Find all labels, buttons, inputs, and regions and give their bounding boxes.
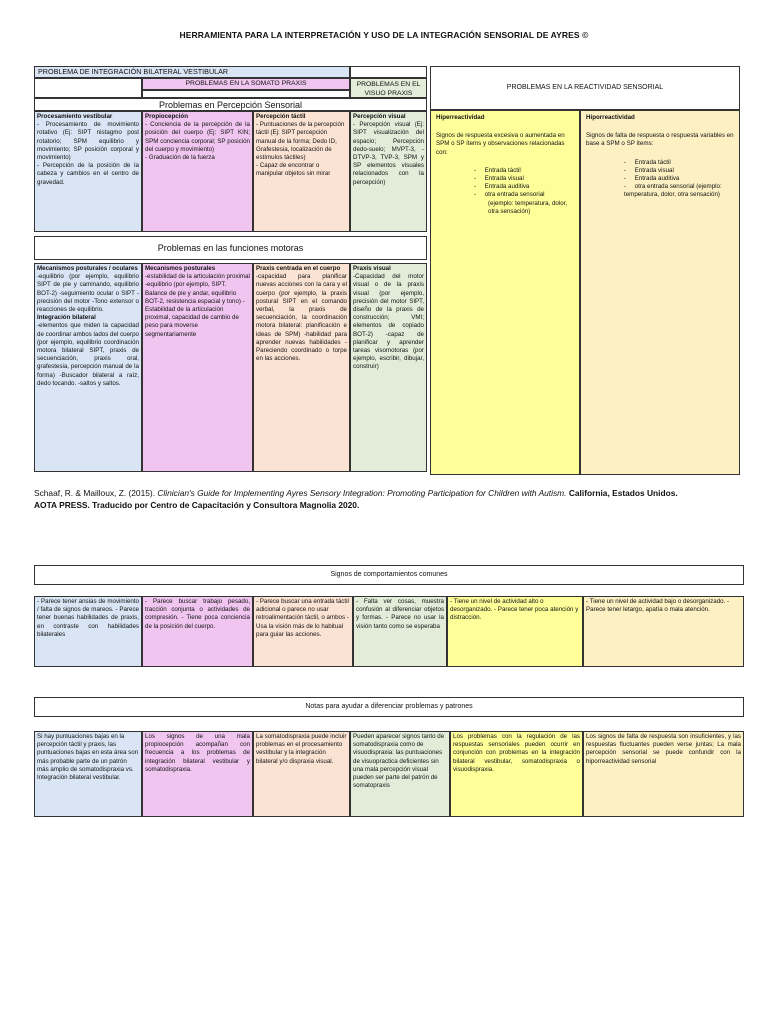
propiocepcion-text-2: - Graduación de la fuerza xyxy=(145,154,215,162)
visual-text-1: - Percepción visual (Ej: SIPT visualización del espacio; Percepción dedo-suelo; MVPT-3, -DTVP-3, TVP-3, SPM y SP elementos visuales relacionados con la percepción) xyxy=(353,121,424,186)
section-motoras xyxy=(34,236,427,260)
header-blank-left xyxy=(34,78,142,98)
hipo-item-1: - Entrada táctil xyxy=(624,158,671,166)
praxis-cuerpo-text: -capacidad para planificar nuevas acciones con la cara y el cuerpo (por ejemplo, la praxis postural SIPT en el comando verbal, la praxis de secuenciación, la coordinación motora bilateral: planificación e ideas de SPM) -habilidad para aprender nuevas habilidades -Pareciendo coordinado o torpe en las acciones. xyxy=(256,273,347,363)
tactil-text-1: - Puntuaciones de la percepción táctil (Ej: SIPT percepción manual de la forma; Dedo ID, Grafestesia, localización de estímulos táctiles) xyxy=(256,121,345,162)
hipo-item-4: - otra entrada sensorial (ejemplo: temperatura, dolor, otra sensación) xyxy=(624,183,722,199)
propiocepcion-text-1: - Conciencia de la percepción de la posición del cuerpo (Ej: SIPT KIN; SPM conciencia corporal; SP posición del cuerpo y movimiento) xyxy=(145,121,250,153)
header-reactividad-label: PROBLEMAS EN LA REACTIVIDAD SENSORIAL xyxy=(506,84,664,91)
section-percepcion-label: Problemas en Percepción Sensorial xyxy=(158,100,303,110)
header-bilateral xyxy=(34,66,350,78)
cell-mecanismos-posturales xyxy=(142,263,253,472)
header-somato-under xyxy=(142,90,350,98)
notas-title: Notas para ayudar a diferenciar problemas y patrones xyxy=(305,703,473,710)
hipo-title: Hiporreactividad xyxy=(586,114,635,121)
citation-authors: Schaaf, R. & Mailloux, Z. (2015). xyxy=(34,488,156,498)
header-visuo xyxy=(350,78,427,98)
header-visuo-label: PROBLEMAS EN EL VISUO PRAXIS xyxy=(356,81,421,97)
cell-propiocepcion xyxy=(142,111,253,232)
cell-mecanismos-oculares xyxy=(34,263,142,472)
hiper-intro: Signos de respuesta excesiva o aumentada en SPM o SP ítems y observaciones relacionadas con: xyxy=(436,132,565,156)
hipo-item-3: - Entrada auditiva xyxy=(624,175,680,183)
tactil-text-2: - Capaz de encontrar o manipular objetos sin mirar xyxy=(256,162,331,178)
signos-text-4: - Falta ver cosas, muestra confusión al diferenciar objetos y formas. - Parece no usar la visión tanto como se esperaba xyxy=(356,598,444,630)
integracion-bilateral-text: -elementos que miden la capacidad de coordinar ambos lados del cuerpo (por ejemplo, equilibrio coordinación motora bilateral SIPT, praxis de secuenciación, praxis oral, grafestesia, percepción manual de la forma) -Buscador bilateral a raíz, dedo tocando. -saltos y saltos. xyxy=(37,322,139,387)
notas-cell-1 xyxy=(34,731,142,817)
notas-cell-5 xyxy=(450,731,583,817)
section-percepcion xyxy=(34,98,427,111)
section-motoras-label: Problemas en las funciones motoras xyxy=(157,243,304,253)
notas-cell-4 xyxy=(350,731,450,817)
hiper-extra: (ejemplo: temperatura, dolor, otra sensación) xyxy=(488,199,568,215)
citation-line2: AOTA PRESS. Traducido por Centro de Capacitación y Consultora Magnolia 2020. xyxy=(34,500,360,510)
notas-text-2: Los signos de una mala propiocepción acompañan con frecuencia a los problemas de integración bilateral vestibular y somatodispraxia. xyxy=(145,733,250,773)
notas-text-1: Si hay puntuaciones bajas en la percepción táctil y praxis, las puntuaciones bajas en esta área son más probable parte de un patrón más amplio de somatodispraxia vs. Integración bilateral vestibular. xyxy=(37,733,139,782)
header-somato-label: PROBLEMAS EN LA SOMATO PRAXIS xyxy=(185,80,307,87)
hiper-item-3: - Entrada auditiva xyxy=(474,183,530,191)
signos-cell-5 xyxy=(447,596,583,667)
notas-title-box xyxy=(34,697,744,717)
hiper-item-2: - Entrada visual xyxy=(474,175,524,183)
notas-text-3: La somatodispraxia puede incluir problemas en el procesamiento vestibular y la integración bilateral y/o dispraxia visual. xyxy=(256,733,347,765)
hiper-item-4-label: otra entrada sensorial xyxy=(484,191,545,199)
praxis-visual-title: Praxis visual xyxy=(353,265,391,272)
hiper-item-2-label: Entrada visual xyxy=(484,175,524,183)
visual-title: Percepción visual xyxy=(353,113,406,120)
hipo-intro: Signos de falta de respuesta o respuesta variables en base a SPM o SP ítems: xyxy=(586,132,734,148)
header-somato xyxy=(142,78,350,90)
cell-praxis-cuerpo xyxy=(253,263,350,472)
cell-visual xyxy=(350,111,427,232)
vestibular-text-1: - Procesamiento de movimiento rotativo (Ej: SIPT nistagmo post rotatorio; SPM equilibrio y movimiento; SP posición corporal y movimiento) xyxy=(37,121,139,162)
praxis-visual-text: -Capacidad del motor visual o de la praxis visual (por ejemplo, precisión del motor SIPT, diseño de la praxis de construcción; VMI; elementos de copiado BOT-2) -capaz de planificar y aprender tareas visomotoras (por ejemplo, escribir, dibujar, construir) xyxy=(353,273,424,371)
oculares-title: Mecanismos posturales / oculares xyxy=(37,265,138,272)
notas-cell-3 xyxy=(253,731,350,817)
notas-text-6: Los signos de falta de respuesta son insuficientes, y las respuestas fluctuantes pueden verse juntas; La mala percepción sensorial se puede confundir con la hiporreactividad sensorial xyxy=(586,733,741,765)
hipo-item-4-label: otra entrada sensorial (ejemplo: temperatura, dolor, otra sensación) xyxy=(624,183,722,199)
signos-text-2: - Parece buscar trabajo pesado, tracción conjunta o actividades de compresión. - Tiene poca conciencia de la posición del cuerpo. xyxy=(145,598,250,630)
cell-tactil xyxy=(253,111,350,232)
citation-book: Clinician's Guide for Implementing Ayres Sensory Integration: Promoting Participation for Children with Autism. xyxy=(157,488,567,498)
cell-praxis-visual xyxy=(350,263,427,472)
hiper-title: Hiperreactividad xyxy=(436,114,485,121)
praxis-cuerpo-title: Praxis centrada en el cuerpo xyxy=(256,265,341,272)
signos-text-1: - Parece tener ansias de movimiento / falta de signos de mareos. - Parece tener buenas habilidades de praxis, en contraste con habilidades bilaterales xyxy=(37,598,139,638)
posturales-title: Mecanismos posturales xyxy=(145,265,216,272)
header-blank-top xyxy=(350,66,427,78)
signos-cell-4 xyxy=(353,596,447,667)
page-title: HERRAMIENTA PARA LA INTERPRETACIÓN Y USO DE LA INTEGRACIÓN SENSORIAL DE AYRES © xyxy=(179,30,589,40)
oculares-text: -equilibrio (por ejemplo, equilibrio SIPT de pie y caminando, equilibrio BOT-2) -seguimiento ocular o SIPT -precisión del motor -Tono extensor o reacciones de equilibrio. xyxy=(37,273,139,314)
tactil-title: Percepción táctil xyxy=(256,113,306,120)
signos-text-3: - Parece buscar una entrada táctil adicional o parece no usar retroalimentación táctil, o ambos - Usa la visión más de lo habitual para guiar las acciones. xyxy=(256,598,349,638)
citation xyxy=(34,487,744,511)
notas-text-5: Los problemas con la regulación de las respuestas sensoriales pueden ocurrir en conjunción con problemas en la integración bilateral vestibular, somatodispraxia o visuodispraxia. xyxy=(453,733,580,773)
signos-cell-2 xyxy=(142,596,253,667)
posturales-text: -estabilidad de la articulación proximal -equilibrio (por ejemplo, SIPT. Balance de pie y andar, equilibrio BOT-2, resistencia espacial y tono) -Estabilidad de la articulación proximal, capacidad de cambio de peso para moverse segmentariamente xyxy=(145,273,250,338)
hiper-item-4: - otra entrada sensorial xyxy=(474,191,545,199)
hipo-item-1-label: Entrada táctil xyxy=(634,158,671,166)
hipo-item-3-label: Entrada auditiva xyxy=(634,175,680,183)
propiocepcion-title: Propiocepción xyxy=(145,113,188,120)
signos-cell-6 xyxy=(583,596,744,667)
notas-text-4: Pueden aparecer signos tanto de somatodispraxia como de visuodispraxia: las puntuaciones de visuopractica deficientes sin una mala percepción visual pueden ser parte del patrón de somatopraxis xyxy=(353,733,445,790)
signos-title-box xyxy=(34,565,744,585)
hiper-item-1-label: Entrada táctil xyxy=(484,166,521,174)
header-reactividad xyxy=(430,66,740,110)
vestibular-title: Procesamiento vestibular xyxy=(37,113,113,120)
cell-vestibular xyxy=(34,111,142,232)
cell-hiporreactividad xyxy=(580,110,740,475)
integracion-bilateral-title: Integración bilateral xyxy=(37,314,96,322)
signos-cell-3 xyxy=(253,596,353,667)
cell-hiperreactividad xyxy=(430,110,580,475)
header-bilateral-label: PROBLEMA DE INTEGRACIÓN BILATERAL VESTIBULAR xyxy=(38,67,229,76)
hipo-item-2: - Entrada visual xyxy=(624,166,674,174)
hipo-item-2-label: Entrada visual xyxy=(634,166,674,174)
signos-title: Signos de comportamientos comunes xyxy=(330,571,448,578)
hiper-item-3-label: Entrada auditiva xyxy=(484,183,530,191)
notas-cell-6 xyxy=(583,731,744,817)
hiper-item-1: - Entrada táctil xyxy=(474,166,521,174)
notas-cell-2 xyxy=(142,731,253,817)
signos-text-5: - Tiene un nivel de actividad alto o desorganizado. - Parece tener poca atención y distracción. xyxy=(450,598,579,622)
citation-place: California, Estados Unidos. xyxy=(568,488,678,498)
signos-cell-1 xyxy=(34,596,142,667)
vestibular-text-2: - Percepción de la posición de la cabeza y cambios en el centro de gravedad. xyxy=(37,162,139,186)
signos-text-6: - Tiene un nivel de actividad bajo o desorganizado. - Parece tener letargo, apatía o mala atención. xyxy=(586,598,730,614)
